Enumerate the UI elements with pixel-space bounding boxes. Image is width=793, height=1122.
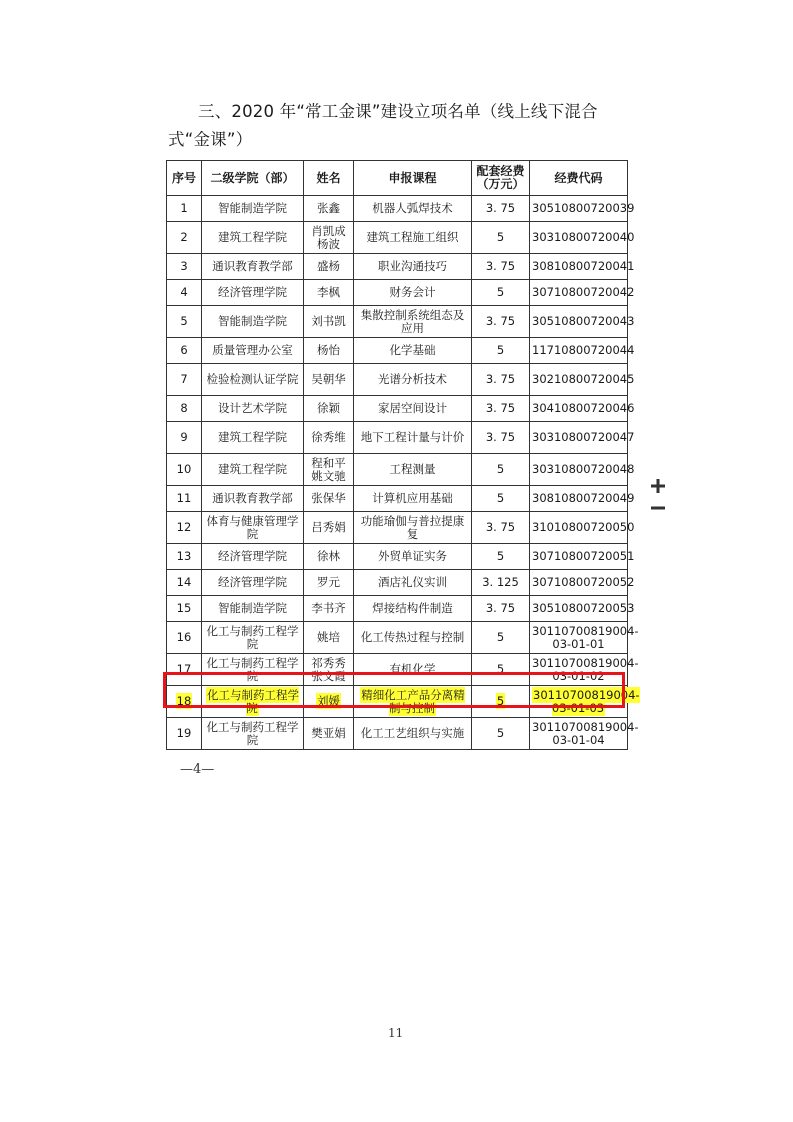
cell-text: 12 [176,520,192,534]
name-cell [304,280,354,306]
header-cell: 姓名 [304,161,354,196]
cell-text: 集散控制系统组态及应用 [360,307,465,335]
cell-text: 5 [496,630,505,644]
fund-code-cell [530,364,635,396]
table-row [167,486,628,512]
name-cell [304,454,354,486]
funding-cell [472,654,530,686]
row-number [167,512,202,544]
cell-text: 化工与制药工程学院 [206,623,299,651]
cell-text: 15 [176,601,192,615]
fund-code-cell [530,686,640,718]
cell-text: 30110700819004-03-01-04 [532,719,639,747]
cell-text: 设计艺术学院 [218,401,287,415]
name-cell [304,686,354,718]
cell-text: 职业沟通技巧 [378,259,447,273]
cell-text: 19 [176,726,192,740]
cell-text: 3. 75 [485,259,516,273]
funding-cell [472,544,530,570]
course-cell [354,422,472,454]
course-cell [354,222,472,254]
name-cell [304,364,354,396]
college-cell [202,596,304,622]
cell-text: 8 [180,401,188,415]
cell-text: 光谱分析技术 [378,372,447,386]
course-cell [354,718,472,750]
cell-text: 11710800720044 [532,343,635,357]
cell-text: 5 [496,662,505,676]
table-row [167,512,628,544]
table-row [167,422,628,454]
header-cell: 序号 [167,161,202,196]
cell-text: 30110700819004-03-01-02 [532,655,639,683]
cell-text: 3. 75 [485,430,516,444]
cell-text: 焊接结构件制造 [372,601,453,615]
table-row [167,596,628,622]
header-cell: 申报课程 [354,161,472,196]
cell-text: 计算机应用基础 [372,491,453,505]
fund-code-cell [530,718,639,750]
row-number [167,596,202,622]
cell-text: 5 [496,549,505,563]
college-cell [202,622,304,654]
course-cell [354,596,472,622]
fund-code-cell [530,622,639,654]
course-cell [354,254,472,280]
cell-text: 质量管理办公室 [212,343,293,357]
fund-code-cell [530,254,635,280]
cell-text: 张保华 [311,491,346,505]
cell-text: 30410800720046 [532,401,635,415]
course-cell [354,454,472,486]
cell-text: 4 [180,285,188,299]
cell-text: 5 [496,343,505,357]
footer-page-mark: —4— [180,762,215,777]
cell-text: 徐颖 [317,401,340,415]
highlighted-text: 30110700819004-03-01-03 [533,687,640,715]
cell-text: 14 [176,575,192,589]
cell-text: 5 [496,462,505,476]
row-number [167,306,202,338]
cell-text: 盛杨 [317,259,340,273]
course-cell [354,512,472,544]
college-cell [202,254,304,280]
fund-code-cell [530,544,635,570]
cell-text: 30310800720047 [532,430,635,444]
cell-text: 姚培 [317,630,340,644]
cell-text: 3. 75 [485,520,516,534]
college-cell [202,686,304,718]
cell-text: 16 [176,630,192,644]
college-cell [202,396,304,422]
row-number [167,196,202,222]
cell-text: 建筑工程学院 [218,462,287,476]
funding-cell [472,306,530,338]
row-number [167,338,202,364]
cell-text: 3. 75 [485,314,516,328]
table-row [167,280,628,306]
highlighted-text: 精细化工产品分离精制与控制 [361,687,465,715]
highlighted-text: 5 [496,694,505,708]
cell-text: 罗元 [317,575,340,589]
cell-text: 5 [496,491,505,505]
cell-text: 30310800720048 [532,462,635,476]
cell-text: 樊亚娟 [311,726,346,740]
funding-cell [472,512,530,544]
table-row [167,454,628,486]
cell-text: 30310800720040 [532,230,635,244]
page-number: 11 [388,1026,404,1040]
cell-text: 3. 75 [485,201,516,215]
cell-text: 2 [180,230,188,244]
cell-text: 31010800720050 [532,520,635,534]
cell-text: 30110700819004-03-01-01 [532,623,639,651]
cell-text: 工程测量 [389,462,436,476]
table-row [167,338,628,364]
cell-text: 智能制造学院 [218,601,287,615]
funding-cell [472,596,530,622]
cell-text: 杨怡 [317,343,340,357]
cell-text: 30510800720039 [532,201,635,215]
funding-cell [472,396,530,422]
row-number [167,654,202,686]
name-cell [304,570,354,596]
name-cell [304,396,354,422]
cell-text: 11 [176,491,192,505]
name-cell [304,306,354,338]
cell-text: 张鑫 [317,201,340,215]
college-cell [202,196,304,222]
college-cell [202,718,304,750]
course-cell [354,364,472,396]
funding-cell [472,486,530,512]
table-row [167,622,628,654]
course-cell [354,338,472,364]
funding-cell [472,718,530,750]
cell-text: 通识教育教学部 [212,259,293,273]
cell-text: 程和平 姚文驰 [311,455,346,483]
header-cell: 二级学院（部） [202,161,304,196]
header-cell: 经费代码 [530,161,628,196]
row-number [167,686,202,718]
cell-text: 地下工程计量与计价 [360,430,465,444]
name-cell [304,422,354,454]
fund-code-cell [530,338,635,364]
cell-text: 李书齐 [311,601,346,615]
fund-code-cell [530,280,635,306]
college-cell [202,654,304,686]
cell-text: 30210800720045 [532,372,635,386]
cell-text: 5 [496,285,505,299]
cell-text: 30510800720043 [532,314,635,328]
fund-code-cell [530,396,635,422]
cell-text: 3 [180,259,188,273]
row-number [167,570,202,596]
fund-code-cell [530,596,635,622]
table-row [167,570,628,596]
row-number [167,486,202,512]
name-cell [304,486,354,512]
course-cell [354,570,472,596]
cell-text: 10 [176,462,192,476]
funding-cell [472,422,530,454]
college-cell [202,222,304,254]
funding-cell [472,280,530,306]
college-cell [202,544,304,570]
course-cell [354,622,472,654]
row-number [167,254,202,280]
table-row [167,686,628,718]
cell-text: 5 [496,230,505,244]
row-number [167,718,202,750]
cell-text: 家居空间设计 [378,401,447,415]
cell-text: 体育与健康管理学院 [206,513,299,541]
name-cell [304,654,354,686]
cell-text: 化工与制药工程学院 [206,655,299,683]
cell-text: 30810800720041 [532,259,635,273]
name-cell [304,512,354,544]
cell-text: 5 [180,314,188,328]
course-cell [354,544,472,570]
cell-text: 建筑工程学院 [218,230,287,244]
course-table [166,160,640,750]
name-cell [304,222,354,254]
cell-text: 3. 75 [485,372,516,386]
fund-code-cell [530,422,635,454]
row-number [167,454,202,486]
fund-code-cell [530,196,635,222]
cell-text: 5 [496,726,505,740]
funding-cell [472,454,530,486]
funding-cell [472,254,530,280]
course-cell [354,306,472,338]
cell-text: 检验检测认证学院 [206,372,299,386]
cell-text: 9 [180,430,188,444]
cell-text: 智能制造学院 [218,201,287,215]
cell-text: 30810800720049 [532,491,635,505]
table-row [167,364,628,396]
cell-text: 化工工艺组织与实施 [360,726,465,740]
fund-code-cell [530,512,635,544]
cell-text: 祁秀秀 张文霞 [311,655,346,683]
funding-cell [472,338,530,364]
cell-text: 酒店礼仪实训 [378,575,447,589]
fund-code-cell [530,454,635,486]
cell-text: 30510800720053 [532,601,635,615]
college-cell [202,570,304,596]
course-cell [354,486,472,512]
row-number [167,544,202,570]
name-cell [304,254,354,280]
cell-text: 有机化学 [389,662,436,676]
row-number [167,222,202,254]
table-row [167,196,628,222]
cell-text: 外贸单证实务 [378,549,447,563]
cell-text: 17 [176,662,192,676]
course-cell [354,396,472,422]
funding-cell [472,222,530,254]
fund-code-cell [530,222,635,254]
row-number [167,396,202,422]
row-number [167,422,202,454]
minus-icon [651,501,665,515]
cell-text: 化工与制药工程学院 [206,719,299,747]
course-cell [354,196,472,222]
table-row [167,254,628,280]
table-row [167,396,628,422]
funding-cell [472,622,530,654]
cell-text: 30710800720042 [532,285,635,299]
cell-text: 1 [180,201,188,215]
fund-code-cell [530,570,635,596]
highlighted-text: 刘媛 [317,694,340,708]
zoom-out-button[interactable] [648,498,668,518]
row-number [167,280,202,306]
zoom-in-button[interactable] [648,476,668,496]
cell-text: 3. 125 [482,575,519,589]
row-number [167,622,202,654]
cell-text: 30710800720052 [532,575,635,589]
highlighted-text: 18 [176,694,192,708]
cell-text: 建筑工程施工组织 [366,230,459,244]
college-cell [202,454,304,486]
cell-text: 经济管理学院 [218,285,287,299]
college-cell [202,338,304,364]
cell-text: 机器人弧焊技术 [372,201,453,215]
cell-text: 化学基础 [389,343,436,357]
cell-text: 吴朝华 [311,372,346,386]
college-cell [202,306,304,338]
college-cell [202,364,304,396]
name-cell [304,596,354,622]
name-cell [304,544,354,570]
course-cell [354,654,472,686]
table-row [167,544,628,570]
course-cell [354,686,472,718]
table-header-row [167,161,628,196]
section-heading: 三、2020 年“常工金课”建设立项名单（线上线下混合式“金课”） [168,102,598,149]
cell-text: 7 [180,372,188,386]
cell-text: 经济管理学院 [218,549,287,563]
name-cell [304,338,354,364]
table-row [167,654,628,686]
header-cell: 配套经费（万元） [472,161,530,196]
funding-cell [472,196,530,222]
funding-cell [472,364,530,396]
cell-text: 智能制造学院 [218,314,287,328]
college-cell [202,486,304,512]
table-row [167,306,628,338]
highlighted-text: 化工与制药工程学院 [207,687,299,715]
name-cell [304,196,354,222]
cell-text: 经济管理学院 [218,575,287,589]
funding-cell [472,686,530,718]
cell-text: 13 [176,549,192,563]
cell-text: 化工传热过程与控制 [360,630,465,644]
cell-text: 吕秀娟 [311,520,346,534]
name-cell [304,622,354,654]
course-cell [354,280,472,306]
cell-text: 刘书凯 [311,314,346,328]
table-row [167,718,628,750]
cell-text: 财务会计 [389,285,436,299]
name-cell [304,718,354,750]
college-cell [202,422,304,454]
plus-icon [651,479,665,493]
cell-text: 李枫 [317,285,340,299]
table-row [167,222,628,254]
fund-code-cell [530,654,639,686]
college-cell [202,512,304,544]
fund-code-cell [530,306,635,338]
fund-code-cell [530,486,635,512]
cell-text: 建筑工程学院 [218,430,287,444]
cell-text: 6 [180,343,188,357]
cell-text: 徐秀维 [311,430,346,444]
cell-text: 3. 75 [485,401,516,415]
college-cell [202,280,304,306]
cell-text: 肖凯成 杨波 [311,223,346,251]
funding-cell [472,570,530,596]
cell-text: 徐林 [317,549,340,563]
cell-text: 功能瑜伽与普拉提康复 [360,513,465,541]
row-number [167,364,202,396]
cell-text: 3. 75 [485,601,516,615]
cell-text: 通识教育教学部 [212,491,293,505]
cell-text: 30710800720051 [532,549,635,563]
